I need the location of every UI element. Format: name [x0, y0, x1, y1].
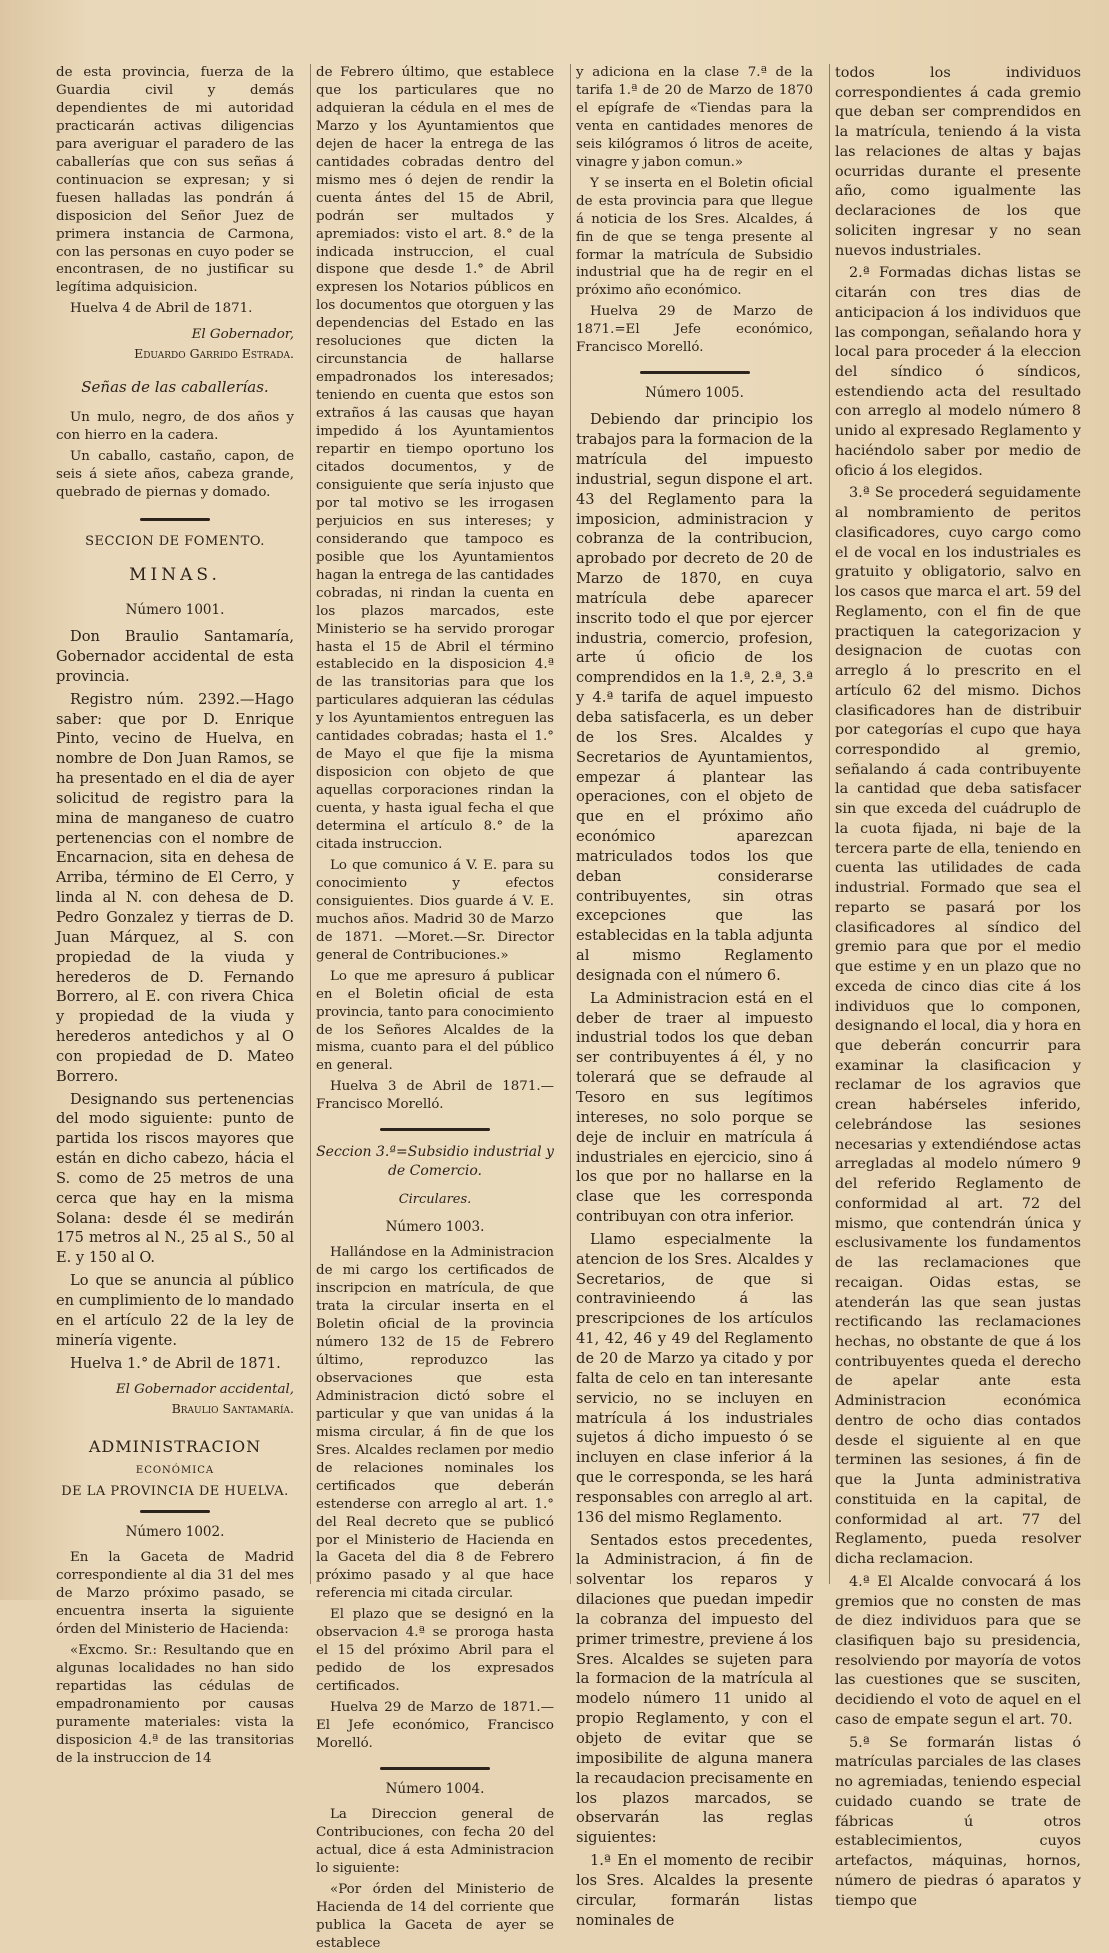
- section-heading: Seccion 3.ª=Subsidio industrial y de Comercio.: [316, 1144, 554, 1180]
- section-subtitle: Señas de las caballerías.: [81, 378, 269, 397]
- paragraph: Huelva 29 de Marzo de 1871.=El Jefe económico, Francisco Morelló.: [576, 304, 813, 356]
- paragraph: Don Braulio Santamaría, Gobernador accidental de esta provincia.: [56, 628, 294, 685]
- column-1: [56, 64, 294, 1766]
- paragraph: Un mulo, negro, de dos años y con hierro en la cadera.: [56, 410, 294, 444]
- notice-number: Número 1004.: [385, 1780, 485, 1797]
- paragraph: La Direccion general de Contribuciones, con fecha 20 del actual, dice á esta Administracion lo siguiente:: [316, 1807, 554, 1876]
- paragraph: La Administracion está en el deber de traer al impuesto industrial todos los que deban ser contribuyentes á él, y no tolerará que se defraude al Tesoro en sus legítimos intereses, no solo porque se deje de incluir en matrícula á industriales en ejercicio, sino á los que por no hallarse en la clase que les corresponda contribuyan con otra inferior.: [576, 989, 813, 1226]
- column-4: [835, 64, 1081, 1909]
- paragraph: Y se inserta en el Boletin oficial de esta provincia para que llegue á noticia de los Sres. Alcaldes, á fin de que se tenga presente al formar la matrícula de Subsidio industrial que ha de regir en el próximo año económico.: [576, 175, 813, 299]
- paragraph: El plazo que se designó en la observacion 4.ª se proroga hasta el 15 del próximo Abril para el pedido de los expresados certificados.: [316, 1607, 554, 1695]
- paragraph: 1.ª En el momento de recibir los Sres. Alcaldes la presente circular, formarán listas nominales de: [576, 1852, 813, 1929]
- notice-number: Número 1003.: [385, 1219, 485, 1236]
- paragraph: Huelva 29 de Marzo de 1871.—El Jefe económico, Francisco Morelló.: [316, 1700, 554, 1751]
- paragraph: «Excmo. Sr.: Resultando que en algunas localidades no han sido repartidas las cédulas de empadronamiento por causas puramente materiales: vista la disposicion 4.ª de las transitorias de la instruccion de 14: [56, 1643, 294, 1766]
- paragraph: Lo que se anuncia al público en cumplimiento de lo mandado en el artículo 22 de la ley de minería vigente.: [56, 1272, 294, 1349]
- paragraph: «Por órden del Ministerio de Hacienda de 14 del corriente que publica la Gaceta de ayer se establece: [316, 1881, 554, 1951]
- paragraph: 2.ª Formadas dichas listas se citarán con tres dias de anticipacion á los individuos que las compongan, señalando hora y local para proceder á la eleccion del síndico ó síndicos, estendiendo acta del resultado con arreglo al modelo número 8 unido al expresado Reglamento y haciéndolo saber por medio de oficio á los elegidos.: [835, 265, 1081, 479]
- column-rule: [310, 64, 311, 1584]
- paragraph: Lo que comunico á V. E. para su conocimiento y efectos consiguientes. Dios guarde á V. E. muchos años. Madrid 30 de Marzo de 1871. —Moret.—Sr. Director general de Contribuciones.»: [316, 857, 554, 963]
- paragraph: Sentados estos precedentes, la Administracion, á fin de solventar los reparos y dilaciones que puedan impedir la cobranza del impuesto del primer trimestre, previene á los Sres. Alcaldes se sujeten para la formacion de la matrícula al modelo número 11 unido al propio Reglamento, y con el objeto de evitar que se imposibilite de alguna manera la recaudacion precisamente en los plazos marcados, se observarán las reglas siguientes:: [576, 1531, 813, 1847]
- notice-number: Número 1005.: [645, 385, 744, 402]
- column-rule: [570, 64, 571, 1584]
- signature-role: El Gobernador accidental,: [115, 1382, 294, 1398]
- separator-rule: [640, 371, 750, 374]
- notice-number: Número 1001.: [125, 602, 225, 619]
- paragraph: Lo que me apresuro á publicar en el Boletin oficial de esta provincia, tanto para conocimiento de los Señores Alcaldes de la misma, cuanto para el del público en general.: [316, 968, 554, 1074]
- section-subheading: Circulares.: [398, 1191, 472, 1207]
- paragraph: de Febrero último, que establece que los particulares que no adquieran la cédula en el mes de Marzo y los Ayuntamientos que dejen de hacer la entrega de las cantidades cobradas dentro del mismo mes ó dejen de rendir la cuenta ántes del 15 de Abril, podrán ser multados y apremiados: visto el art. 8.° de la indicada instruccion, el cual dispone que desde 1.° de Abril expresen los Notarios públicos en los documentos que otorguen y las dependencias del Estado en las resoluciones que dicten la circunstancia de hallarse empadronados los interesados; teniendo en cuenta que estos son extraños á las causas que hayan impedido á los Ayuntamientos repartir en tiempo oportuno los citados documentos, y de consiguiente que sería injusto que por tal motivo se les irrogasen perjuicios en sus intereses; y considerando que tampoco es posible que los Ayuntamientos hagan la entrega de las cantidades cobradas, ni rindan la cuenta en los plazos marcados, este Ministerio se ha servido prorogar hasta el 15 de Abril el término establecido en la disposicion 4.ª de las transitorias para que los particulares adquieran las cédulas y los Ayuntamientos entreguen las cantidades cobradas; hasta el 1.° de Mayo el que fije la misma disposicion con objeto de que aquellas corporaciones rindan la cuenta, y hasta igual fecha el que determina el artículo 8.° de la citada instruccion.: [316, 65, 554, 852]
- paragraph: 5.ª Se formarán listas ó matrículas parciales de las clases no agremiadas, teniendo especial cuidado cuando se trate de fábricas ú otros establecimientos, cuyos artefactos, máquinas, hornos, número de piedras ó aparatos y tiempo que: [835, 1734, 1081, 1909]
- signature-name: Eduardo Garrido Estrada.: [134, 346, 294, 362]
- paragraph: de esta provincia, fuerza de la Guardia civil y demás dependientes de mi autoridad practicarán activas diligencias para averiguar el paradero de las caballerías que con sus señas á continuacion se expresan; y si fuesen halladas las pondrán á disposicion del Señor Juez de primera instancia de Carmona, con las personas en cuyo poder se encontrasen, de no justificar su legítima adquisicion.: [56, 65, 294, 296]
- column-rule: [829, 64, 830, 1584]
- section-heading: MINAS.: [129, 565, 221, 586]
- separator-rule: [380, 1128, 490, 1131]
- paragraph: 4.ª El Alcalde convocará á los gremios que no consten de mas de diez individuos para que se clasifiquen bajo su presidencia, resolviendo por mayoría de votos las cuestiones que se susciten, decidiendo el voto de aquel en el caso de empate segun el art. 70.: [835, 1573, 1081, 1728]
- column-3: [576, 64, 813, 1929]
- paragraph: Un caballo, castaño, capon, de seis á siete años, cabeza grande, quebrado de piernas y domado.: [56, 449, 294, 500]
- paragraph: En la Gaceta de Madrid correspondiente al dia 31 del mes de Marzo próximo pasado, se encuentra inserta la siguiente órden del Ministerio de Hacienda:: [56, 1550, 294, 1638]
- section-heading: DE LA PROVINCIA DE HUELVA.: [61, 1483, 289, 1499]
- paragraph: todos los individuos correspondientes á cada gremio que deban ser comprendidos en la matrícula, teniendo á la vista las relaciones de altas y bajas ocurridas durante el presente año, como igualmente las declaraciones de los que soliciten ingresar y no sean nuevos industriales.: [835, 65, 1081, 259]
- paragraph: Debiendo dar principio los trabajos para la formacion de la matrícula del impuesto industrial, segun dispone el art. 43 del Reglamento para la imposicion, administracion y cobranza de la contribucion, aprobado por decreto de 20 de Marzo de 1870, en cuya matrícula debe aparecer inscrito todo el que por ejercer industria, comercio, profesion, arte ú oficio de los comprendidos en la 1.ª, 2.ª, 3.ª y 4.ª tarifa de aquel impuesto deba satisfacerla, es un deber de los Sres. Alcaldes y Secretarios de Ayuntamientos, empezar á plantear las operaciones, con el objeto de que en el próximo año económico aparezcan matriculados todos los que deban considerarse contribuyentes, sin otras excepciones que las establecidas en la tabla adjunta al mismo Reglamento designada con el número 6.: [576, 411, 813, 984]
- paragraph: Llamo especialmente la atencion de los Sres. Alcaldes y Secretarios, de que si contravinieendo á las prescripciones de los artículos 41, 42, 46 y 49 del Reglamento de 20 de Marzo ya citado y por falta de celo en tan interesante servicio, no se incluyen en matrícula á los industriales sujetos á dicho impuesto ó se incluyen en clase inferior á la que le corresponda, se les hará responsables con arreglo al art. 136 del mismo Reglamento.: [576, 1230, 813, 1526]
- signature-role: El Gobernador,: [191, 327, 294, 343]
- section-heading: SECCION DE FOMENTO.: [85, 533, 265, 549]
- section-heading: ADMINISTRACION: [88, 1437, 262, 1457]
- paragraph: Designando sus pertenencias del modo siguiente: punto de partida los riscos mayores que están en dicho cabezo, hácia el S. como de 25 metros de una cerca que hay en la misma Solana: desde él se medirán 175 metros al N., 25 al S., 50 al E. y 150 al O.: [56, 1090, 294, 1267]
- paragraph: 3.ª Se procederá seguidamente al nombramiento de peritos clasificadores, cuyo cargo como el de vocal en los industriales es gratuito y obligatorio, salvo en los casos que marca el art. 59 del Reglamento, con el fin de que practiquen la categorizacion y designacion de cuotas con arreglo á lo prescrito en el artículo 62 del mismo. Dichos clasificadores han de distribuir por categorías el cupo que haya correspondido al gremio, señalando á cada contribuyente la cantidad que deba satisfacer sin que exceda del cuádruplo de la cuota fijada, ni baje de la tercera parte de ella, teniendo en cuenta las utilidades de cada industrial. Formado que sea el reparto se pasará por los clasificadores al síndico del gremio para que por el medio que estime y en un plazo que no exceda de cinco dias cite á los individuos que lo componen, designando el local, dia y hora en que deberán concurrir para examinar la clasificacion y reclamar de los agravios que crean habérseles inferido, celebrándose las sesiones necesarias y extendiéndose actas arregladas al modelo número 9 del referido Reglamento de conformidad al art. 72 del mismo, que contendrán única y esclusivamente los fundamentos de las reclamaciones que recaigan. Oidas estas, se atenderán las que sean justas rectificando las reclamaciones hechas, no obstante de que á los contribuyentes queda el derecho de apelar ante esta Administracion económica dentro de ocho dias contados desde el siguiente al en que terminen las sesiones, á fin de que la Junta administrativa constituida en la capital, de conformidad al art. 77 del Reglamento, pueda resolver dicha reclamacion.: [835, 485, 1081, 1568]
- date-line: Huelva 4 de Abril de 1871.: [70, 301, 253, 317]
- paragraph: Huelva 3 de Abril de 1871.—Francisco Morelló.: [316, 1079, 554, 1113]
- notice-number: Número 1002.: [125, 1524, 225, 1541]
- section-subheading: ECONÓMICA: [135, 1464, 215, 1476]
- paragraph: Registro núm. 2392.—Hago saber: que por D. Enrique Pinto, vecino de Huelva, en nombre de Don Juan Ramos, se ha presentado en el dia de ayer solicitud de registro para la mina de manganeso de cuatro pertenencias con el nombre de Encarnacion, sita en dehesa de Arriba, término de El Cerro, y linda al N. con dehesa de D. Pedro Gonzalez y tierras de D. Juan Márquez, al S. con propiedad de la viuda y herederos de D. Fernando Borrero, al E. con rivera Chica y propiedad de la viuda y herederos antedichos y al O con propiedad de D. Mateo Borrero.: [56, 690, 294, 1085]
- separator-rule: [140, 518, 210, 521]
- paragraph: y adiciona en la clase 7.ª de la tarifa 1.ª de 20 de Marzo de 1870 el epígrafe de «Tiendas para la venta en cantidades menores de seis kilógramos ó litros de aceite, vinagre y jabon comun.»: [576, 65, 813, 170]
- separator-rule: [380, 1767, 490, 1770]
- date-line: Huelva 1.° de Abril de 1871.: [70, 1354, 281, 1372]
- signature-name: Braulio Santamaría.: [171, 1401, 294, 1417]
- column-2: [316, 64, 554, 1951]
- separator-rule: [140, 1510, 210, 1513]
- paragraph: Hallándose en la Administracion de mi cargo los certificados de inscripcion en matrícula, de que trata la circular inserta en el Boletin oficial de la provincia número 132 de 15 de Febrero último, reproduzco las observaciones que esta Administracion dictó sobre el particular y que van unidas á la misma circular, á fin de que los Sres. Alcaldes reclamen por medio de relaciones nominales los certificados que deberán estenderse con arreglo al art. 1.° del Real decreto que se publicó por el Ministerio de Hacienda en la Gaceta del dia 8 de Febrero próximo pasado y al que hace referencia mi citada circular.: [316, 1245, 554, 1602]
